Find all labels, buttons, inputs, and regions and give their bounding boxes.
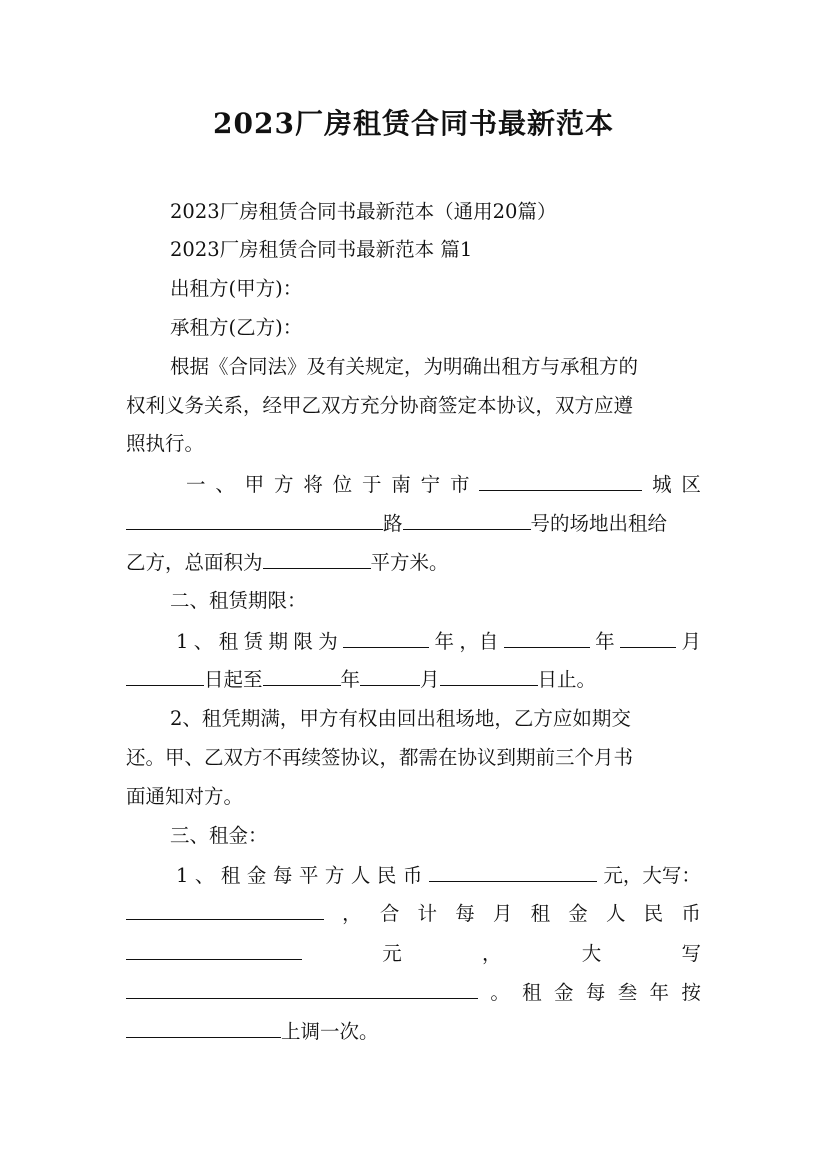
text: 金: [554, 981, 574, 1004]
text: 、: [194, 864, 215, 887]
clause-2-line-1: [176, 627, 701, 656]
text: 于: [361, 473, 382, 496]
text: 赁: [243, 630, 264, 653]
clause-1-line-2: [126, 509, 701, 538]
text: 位: [332, 473, 353, 496]
text: 、: [215, 473, 235, 496]
clause-2-para: 还。甲、乙双方不再续签协议，都需在协议到期前三个月书: [126, 746, 634, 769]
text: 月: [492, 902, 513, 925]
clause-3-line-2: [126, 899, 701, 928]
text: 叁: [617, 981, 638, 1004]
text: 年: [595, 630, 615, 653]
intro-line: 根据《合同法》及有关规定，为明确出租方与承租方的: [170, 355, 639, 378]
text: 将: [303, 473, 323, 496]
text: 为: [318, 630, 338, 653]
clause-2-para: 2、租凭期满，甲方有权由回出租场地，乙方应如期交: [170, 707, 631, 730]
text: 大: [581, 942, 602, 965]
blank-field: [126, 1017, 281, 1038]
text: 年: [340, 668, 361, 691]
text: 人: [605, 902, 626, 925]
text: 限: [293, 630, 313, 653]
blank-field: [126, 509, 383, 530]
text: 、: [193, 630, 214, 653]
blank-field: [440, 665, 538, 686]
text: 计: [417, 902, 438, 925]
text: 南: [391, 473, 411, 496]
chapter-heading: 2023厂房租赁合同书最新范本 篇1: [170, 238, 473, 261]
blank-field: [403, 509, 531, 530]
blank-field: [343, 627, 429, 648]
text: 按: [681, 981, 701, 1004]
text: 租: [530, 902, 551, 925]
blank-field: [126, 978, 478, 999]
blank-field: [126, 899, 324, 920]
lessee-line: 承租方(乙方)：: [170, 316, 303, 339]
text: ，: [342, 902, 362, 925]
text: 上调一次。: [281, 1020, 379, 1043]
text: 城: [652, 473, 672, 496]
blank-field: [263, 665, 341, 686]
clause-3-line-4: [126, 978, 701, 1007]
blank-field: [126, 665, 204, 686]
blank-field: [360, 665, 420, 686]
text: 方: [324, 864, 345, 887]
clause-2-para: 面通知对方。: [126, 785, 244, 808]
text: 区: [681, 473, 701, 496]
text: 甲: [244, 473, 265, 496]
text: 方: [273, 473, 294, 496]
text: 日起至: [204, 668, 263, 691]
text: 1: [176, 864, 189, 887]
blank-field: [479, 470, 642, 491]
text: ，: [481, 942, 502, 965]
clause-3-line-5: [126, 1017, 701, 1046]
lessor-line: 出租方(甲方)：: [170, 277, 303, 300]
text: ，自: [459, 630, 499, 653]
clause-3-line-3: [126, 939, 701, 968]
text: 日止。: [537, 668, 597, 691]
text: 租: [220, 864, 241, 887]
clause-1-line-1: [186, 470, 701, 499]
text: 平方米。: [370, 551, 449, 574]
blank-field: [504, 627, 590, 648]
text: 租: [218, 630, 239, 653]
text: 每: [585, 981, 606, 1004]
text: 平: [298, 864, 319, 887]
text: 币: [402, 864, 423, 887]
text: 租: [522, 981, 542, 1004]
text: 号的场地出租给: [530, 512, 668, 535]
text: 每: [455, 902, 475, 925]
text: 每: [272, 864, 293, 887]
blank-field: [263, 548, 371, 569]
intro-line: 照执行。: [126, 432, 205, 455]
text: 人: [350, 864, 371, 887]
blank-field: [126, 939, 302, 960]
clause-2-line-2: [126, 665, 701, 694]
text: 一: [186, 473, 206, 496]
document-title: 2023厂房租赁合同书最新范本: [213, 107, 614, 140]
text: 金: [246, 864, 267, 887]
section-heading: 二、租赁期限：: [170, 589, 307, 612]
text: 写: [681, 942, 701, 965]
clause-1-line-3: [126, 548, 701, 577]
section-heading: 三、租金：: [170, 824, 268, 847]
text: 元，大写：: [603, 864, 701, 887]
text: 宁: [420, 473, 441, 496]
text: 市: [449, 473, 470, 496]
text: 民: [643, 902, 664, 925]
clause-3-line-1: [176, 861, 701, 890]
text: 金: [568, 902, 588, 925]
text: 。: [490, 981, 510, 1004]
blank-field: [429, 861, 597, 882]
text: 币: [681, 902, 701, 925]
text: 月: [681, 630, 701, 653]
intro-line: 权利义务关系，经甲乙双方充分协商签定本协议，双方应遵: [126, 394, 634, 417]
text: 民: [376, 864, 397, 887]
text: 月: [420, 668, 440, 691]
text: 年: [434, 630, 455, 653]
text: 合: [379, 902, 400, 925]
text: 路: [383, 512, 403, 535]
text: 1: [176, 630, 189, 653]
blank-field: [620, 627, 676, 648]
text: 乙方，总面积为: [126, 551, 263, 574]
document-subtitle: 2023厂房租赁合同书最新范本（通用20篇）: [170, 200, 557, 223]
text: 期: [268, 630, 288, 653]
text: 元: [382, 942, 402, 965]
text: 年: [649, 981, 670, 1004]
